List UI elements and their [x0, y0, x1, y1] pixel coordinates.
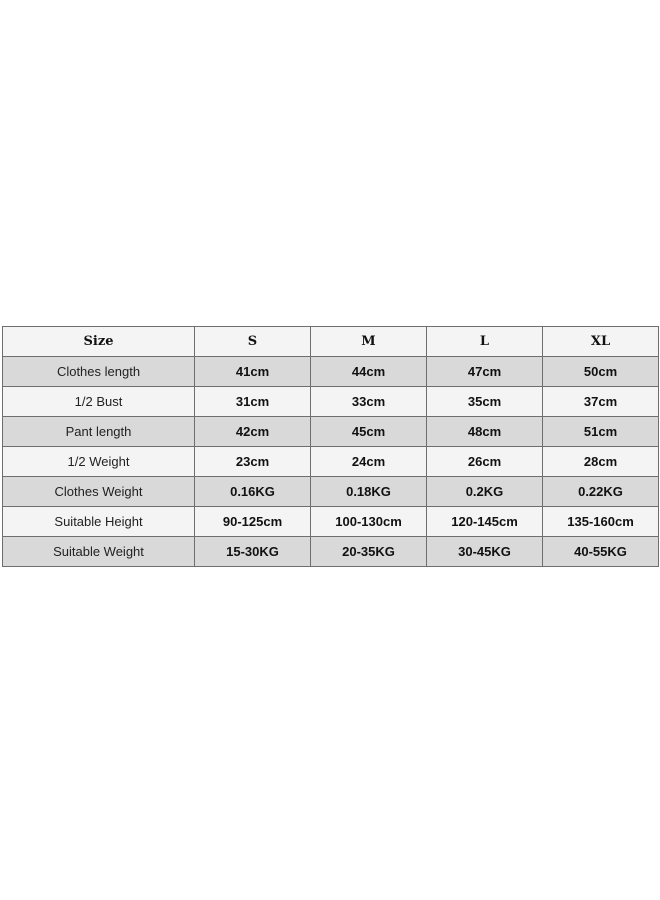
table-cell: 41cm [195, 357, 311, 387]
header-xl: XL [543, 327, 659, 357]
table-cell: 26cm [427, 447, 543, 477]
row-label: Suitable Height [3, 507, 195, 537]
table-cell: 37cm [543, 387, 659, 417]
table-cell: 48cm [427, 417, 543, 447]
table-cell: 47cm [427, 357, 543, 387]
table-cell: 0.16KG [195, 477, 311, 507]
header-s: S [195, 327, 311, 357]
table-cell: 50cm [543, 357, 659, 387]
table-cell: 20-35KG [311, 537, 427, 567]
table-cell: 23cm [195, 447, 311, 477]
table-cell: 28cm [543, 447, 659, 477]
row-label: 1/2 Weight [3, 447, 195, 477]
table-row [3, 447, 659, 477]
row-label: Pant length [3, 417, 195, 447]
table-cell: 0.2KG [427, 477, 543, 507]
table-row [3, 507, 659, 537]
row-label: Clothes Weight [3, 477, 195, 507]
table-cell: 35cm [427, 387, 543, 417]
table-cell: 45cm [311, 417, 427, 447]
table-header-row [3, 327, 659, 357]
header-l: L [427, 327, 543, 357]
table-row [3, 417, 659, 447]
table-cell: 31cm [195, 387, 311, 417]
table-cell: 120-145cm [427, 507, 543, 537]
size-chart-table [2, 326, 659, 567]
table-row [3, 477, 659, 507]
row-label: Clothes length [3, 357, 195, 387]
table-cell: 30-45KG [427, 537, 543, 567]
table-cell: 90-125cm [195, 507, 311, 537]
row-label: 1/2 Bust [3, 387, 195, 417]
table-cell: 51cm [543, 417, 659, 447]
header-size: Size [3, 327, 195, 357]
table-cell: 44cm [311, 357, 427, 387]
table-cell: 15-30KG [195, 537, 311, 567]
table-cell: 40-55KG [543, 537, 659, 567]
table-cell: 100-130cm [311, 507, 427, 537]
table-cell: 0.18KG [311, 477, 427, 507]
table-row [3, 387, 659, 417]
table-cell: 42cm [195, 417, 311, 447]
table-cell: 33cm [311, 387, 427, 417]
table-row [3, 357, 659, 387]
row-label: Suitable Weight [3, 537, 195, 567]
table-cell: 24cm [311, 447, 427, 477]
table-cell: 135-160cm [543, 507, 659, 537]
table-row [3, 537, 659, 567]
header-m: M [311, 327, 427, 357]
table-cell: 0.22KG [543, 477, 659, 507]
